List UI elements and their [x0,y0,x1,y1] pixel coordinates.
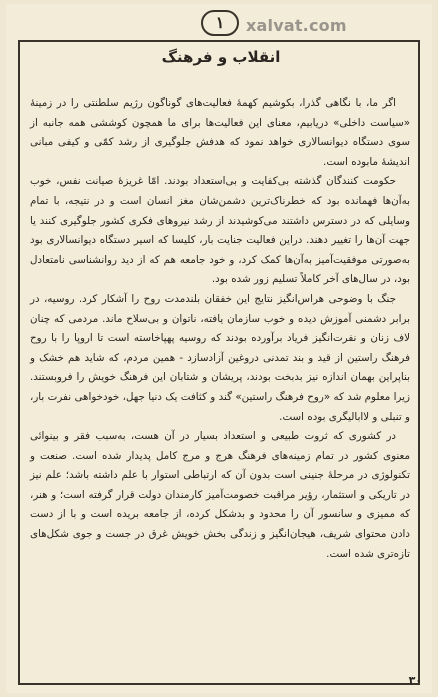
page-number: ۳۰ [408,674,422,687]
paragraph: حکومت کنندگان گذشته بی‌کفایت و بی‌استعداد بودند. امّا غریزهٔ صیانت نفس، خوب به‌آن‌ها فهمانده بود که خطرناک‌ترین دشمن‌شان مغز انسان است و در نتیجه، با تمام وسایلی که در دسترس داشتند می‌کوشیدند از رشد نیروهای فکری کشور جلوگیری کنند یا جهت آن‌ها را تغییر دهند. دراین فعالیت جنایت بار، کلیسا که اسیر دستگاه دیوانسالاری بود به‌صورتی موفقیت‌آمیز به‌آن‌ها کمک کرد، و خود جامعه هم که از دید روانشناسی نامتعادل بود، در سال‌های آخر کاملاً تسلیم زور شده بود. [30,175,410,286]
watermark: xalvat.com [246,16,347,35]
paragraph: اگر ما، با نگاهی گذرا، بکوشیم کهمهٔ فعالیت‌های گوناگون رژیم سلطنتی را در زمینهٔ «سیاست داخلی» دریابیم، معنای این فعالیت‌ها برای ما همچون کوششی همه جانبه از سوی دستگاه دیوانسالاری خواهد نمود که هدفش جلوگیری از رشد کمّی و کیفی مبانی اندیشهٔ مابوده است. [30,97,410,168]
page-header [6,4,432,44]
chapter-title: انقلاب و فرهنگ [161,48,281,66]
paragraph: جنگ با وضوحی هراس‌انگیز نتایج این خفقان بلندمدت روح را آشکار کرد. روسیه، در برابر دشمنی آموزش دیده و خوب سازمان یافته، ناتوان و بی‌سلاح ماند. مردمی که چنان لاف زنان و نفرت‌انگیز فریاد برآورده بودند که روسیه پهپاخاسته است تا اروپا را با روح فرهنگ راستین از قید و بند تمدنی دروغین آزادسازد - همین مردم، که شاید هم خشک و بناپراین بهمان اندازه نیز بدبخت بودند، پریشان و شتابان این فرهنگ خویش را فروبستند. زیرا معلوم شد که «روح فرهنگ راستین» گند و کثافت یک دنیا جهل، خودخواهی نفرت بار، و تنبلی و لاابالیگری بوده است. [30,292,410,423]
paragraph: در کشوری که ثروت طبیعی و استعداد بسیار در آن هست، به‌سبب فقر و بینوائی معنوی کشور در تمام زمینه‌های فرهنگ هرج و مرج کامل پدیدار شده است. صنعت و تکنولوژی در مرحلهٔ جنینی است بدون آن که ارتباطی استوار با علم داشته باشد؛ علم نیز در تاریکی و استثمار، رؤیر مراقبت خصومت‌آمیز کارمندان دولت قرار گرفته است؛ و هنر، که ممیزی و سانسور آن را محدود و بدشکل کرده، از جامعه بریده است و با از دست دادن محتوای شریف، هیجان‌انگیز و زندگی بخش خویش غرق در جست و جوی شکل‌های تازه‌تری شده است. [30,430,410,560]
book-page [6,4,432,693]
body-text [30,94,410,564]
chapter-number-badge: ۱ [201,10,239,36]
